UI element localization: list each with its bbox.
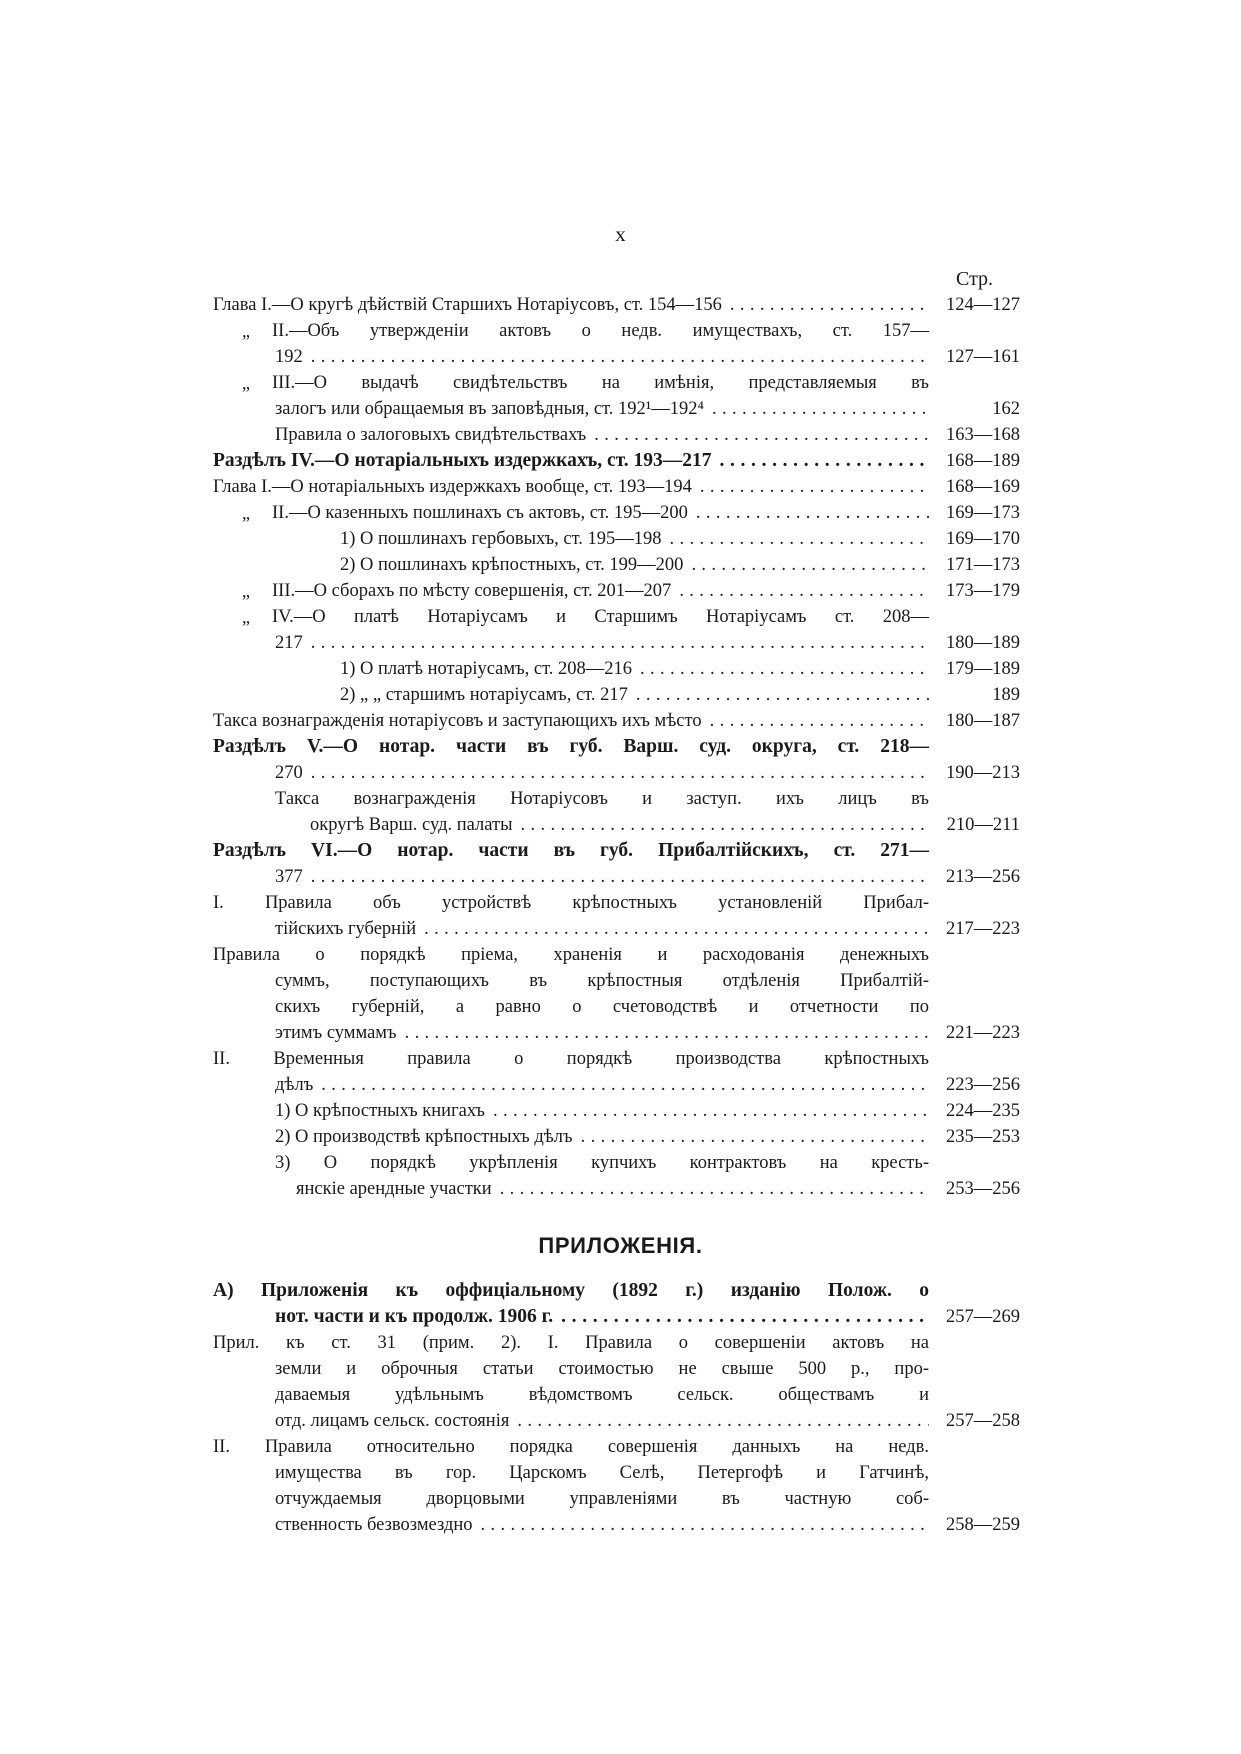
toc-entry: [0, 760, 1241, 786]
toc-entry-text: отд. лицамъ сельск. состоянія: [275, 1411, 510, 1431]
toc-entry-text: Глава I.—О нотаріальныхъ издержкахъ вообще, ст. 193—194: [213, 477, 692, 497]
toc-page-range: 235—253: [946, 1127, 1020, 1147]
toc-entry-text: 377: [275, 867, 303, 887]
toc-entry-text: округѣ Варш. суд. палаты: [310, 815, 513, 835]
toc-page-range: 257—258: [946, 1411, 1020, 1431]
toc-entry: [0, 552, 1241, 578]
toc-entry: [0, 292, 1241, 318]
toc-main-list: [0, 292, 1241, 1202]
toc-entry: [0, 396, 1241, 422]
toc-entry: [0, 1020, 1241, 1046]
page-number: x: [615, 222, 626, 246]
toc-page-range: 190—213: [946, 763, 1020, 783]
ditto-mark: „: [242, 581, 250, 601]
appendix-heading: ПРИЛОЖЕНІЯ.: [538, 1233, 703, 1258]
toc-entry-text: Прил. къ ст. 31 (прим. 2). I. Правила о совершеніи актовъ на: [213, 1333, 929, 1353]
dot-leader: [679, 578, 929, 604]
toc-page-range: 213—256: [946, 867, 1020, 887]
dot-leader: [311, 630, 929, 656]
dot-leader: [311, 760, 929, 786]
toc-entry: [0, 344, 1241, 370]
toc-page-range: 169—173: [946, 503, 1020, 523]
dot-leader: [311, 864, 929, 890]
toc-page-range: 127—161: [946, 347, 1020, 367]
toc-entry-text: этимъ суммамъ: [275, 1023, 397, 1043]
dot-leader: [517, 1408, 929, 1434]
dot-leader: [424, 916, 929, 942]
toc-page-range: 223—256: [946, 1075, 1020, 1095]
toc-appendix-list: [0, 1278, 1241, 1538]
dot-leader: [594, 422, 929, 448]
toc-entry-text: тійскихъ губерній: [275, 919, 417, 939]
toc-entry: [0, 1382, 1241, 1408]
dot-leader: [640, 656, 929, 682]
toc-page-range: 173—179: [946, 581, 1020, 601]
dot-leader: [700, 474, 929, 500]
toc-page-range: 169—170: [946, 529, 1020, 549]
toc-entry: [0, 1124, 1241, 1150]
toc-entry-text: Правила о залоговыхъ свидѣтельствахъ: [275, 425, 587, 445]
dot-leader: [500, 1176, 929, 1202]
dot-leader: [712, 396, 929, 422]
toc-entry-text: Такса вознагражденія нотаріусовъ и заступающихъ ихъ мѣсто: [213, 711, 702, 731]
toc-entry: [0, 1434, 1241, 1460]
toc-entry-text: II. Правила относительно порядка совершенія данныхъ на недв.: [213, 1437, 929, 1457]
dot-leader: [730, 292, 929, 318]
toc-page-range: 171—173: [946, 555, 1020, 575]
dot-leader: [481, 1512, 929, 1538]
toc-entry: [0, 1150, 1241, 1176]
toc-entry-text: IV.—О платѣ Нотаріусамъ и Старшимъ Нотаріусамъ ст. 208—: [272, 607, 929, 627]
toc-entry-text: имущества въ гор. Царскомъ Селѣ, Петергофѣ и Гатчинѣ,: [275, 1463, 929, 1483]
dot-leader: [561, 1304, 929, 1330]
toc-entry: [0, 1408, 1241, 1434]
toc-entry-text: земли и оброчныя статьи стоимостью не свыше 500 р., про-: [275, 1359, 929, 1379]
ditto-mark: „: [242, 321, 250, 341]
toc-page-range: 258—259: [946, 1515, 1020, 1535]
toc-entry: [0, 1356, 1241, 1382]
dot-leader: [636, 682, 929, 708]
dot-leader: [696, 500, 929, 526]
toc-entry-text: II. Временныя правила о порядкѣ производства крѣпостныхъ: [213, 1049, 929, 1069]
toc-entry: [0, 890, 1241, 916]
toc-entry: [0, 1486, 1241, 1512]
toc-entry: [0, 1098, 1241, 1124]
toc-page-range: 180—187: [946, 711, 1020, 731]
toc-entry: [0, 786, 1241, 812]
toc-entry-text: III.—О выдачѣ свидѣтельствъ на имѣнія, представляемыя въ: [272, 373, 929, 393]
dot-leader: [691, 552, 929, 578]
toc-entry: [0, 994, 1241, 1020]
dot-leader: [321, 1072, 929, 1098]
toc-entry-text: 2) О пошлинахъ крѣпостныхъ, ст. 199—200: [340, 555, 684, 575]
toc-entry-text: Раздѣлъ VI.—О нотар. части въ губ. Прибалтійскихъ, ст. 271—: [213, 840, 929, 861]
toc-entry-text: 1) О крѣпостныхъ книгахъ: [275, 1101, 485, 1121]
dot-leader: [405, 1020, 929, 1046]
toc-entry-text: Раздѣлъ IV.—О нотаріальныхъ издержкахъ, ст. 193—217: [213, 450, 712, 471]
dot-leader: [710, 708, 929, 734]
toc-entry: [0, 916, 1241, 942]
toc-entry-text: 2) „ „ старшимъ нотаріусамъ, ст. 217: [340, 685, 628, 705]
toc-entry: [0, 448, 1241, 474]
toc-entry: [0, 318, 1241, 344]
page-column-label: Стр.: [956, 268, 994, 290]
ditto-mark: „: [242, 373, 250, 393]
dot-leader: [521, 812, 929, 838]
toc-entry: [0, 578, 1241, 604]
toc-entry: [0, 526, 1241, 552]
toc-entry-text: суммъ, поступающихъ въ крѣпостныя отдѣленія Прибалтій-: [275, 971, 929, 991]
toc-page-range: 224—235: [946, 1101, 1020, 1121]
toc-entry: [0, 1512, 1241, 1538]
toc-entry: [0, 708, 1241, 734]
toc-page-range: 179—189: [946, 659, 1020, 679]
toc-entry-text: Такса вознагражденія Нотаріусовъ и заступ. ихъ лицъ въ: [275, 789, 929, 809]
toc-entry-text: даваемыя удѣльнымъ вѣдомствомъ сельск. обществамъ и: [275, 1385, 929, 1405]
toc-page-range: 180—189: [946, 633, 1020, 653]
toc-entry: [0, 682, 1241, 708]
toc-entry: [0, 656, 1241, 682]
toc-entry-text: Глава I.—О кругѣ дѣйствій Старшихъ Нотаріусовъ, ст. 154—156: [213, 295, 722, 315]
toc-entry-text: скихъ губерній, а равно о счетоводствѣ и отчетности по: [275, 997, 929, 1017]
toc-page-range: 221—223: [946, 1023, 1020, 1043]
toc-page-range: 168—189: [946, 451, 1020, 471]
toc-page-range: 162: [992, 399, 1020, 419]
toc-entry-text: I. Правила объ устройствѣ крѣпостныхъ установленій Прибал-: [213, 893, 929, 913]
toc-entry: [0, 370, 1241, 396]
toc-entry-text: ственность безвозмездно: [275, 1515, 473, 1535]
toc-entry: [0, 1330, 1241, 1356]
dot-leader: [719, 448, 929, 474]
toc-entry-text: А) Приложенія къ оффиціальному (1892 г.) изданію Полож. о: [213, 1280, 929, 1301]
toc-page-range: 168—169: [946, 477, 1020, 497]
toc-entry-text: 217: [275, 633, 303, 653]
dot-leader: [493, 1098, 929, 1124]
toc-page-range: 124—127: [946, 295, 1020, 315]
toc-page-range: 217—223: [946, 919, 1020, 939]
toc-entry-text: II.—О казенныхъ пошлинахъ съ актовъ, ст. 195—200: [272, 503, 688, 523]
toc-entry-text: залогъ или обращаемыя въ заповѣдныя, ст. 192¹—192⁴: [275, 399, 704, 419]
ditto-mark: „: [242, 607, 250, 627]
toc-entry-text: II.—Объ утвержденіи актовъ о недв. имуществахъ, ст. 157—: [272, 321, 929, 341]
toc-page-range: 163—168: [946, 425, 1020, 445]
toc-entry-text: 192: [275, 347, 303, 367]
toc-entry: [0, 500, 1241, 526]
toc-entry-text: Правила о порядкѣ пріема, храненія и расходованія денежныхъ: [213, 945, 929, 965]
toc-entry-text: янскіе арендные участки: [296, 1179, 492, 1199]
dot-leader: [581, 1124, 929, 1150]
toc-entry-text: 270: [275, 763, 303, 783]
dot-leader: [311, 344, 929, 370]
toc-page-range: 210—211: [946, 815, 1020, 835]
toc-entry: [0, 1046, 1241, 1072]
toc-entry-text: 3) О порядкѣ укрѣпленія купчихъ контрактовъ на кресть-: [275, 1153, 929, 1173]
toc-page-range: 257—269: [946, 1307, 1020, 1327]
toc-entry: [0, 474, 1241, 500]
toc-page-range: 189: [992, 685, 1020, 705]
toc-page-range: 253—256: [946, 1179, 1020, 1199]
toc-entry: [0, 1176, 1241, 1202]
toc-entry-text: III.—О сборахъ по мѣсту совершенія, ст. 201—207: [272, 581, 672, 601]
dot-leader: [670, 526, 929, 552]
toc-entry: [0, 422, 1241, 448]
toc-entry-text: 2) О производствѣ крѣпостныхъ дѣлъ: [275, 1127, 573, 1147]
toc-entry: [0, 734, 1241, 760]
toc-entry-text: отчуждаемыя дворцовыми управленіями въ частную соб-: [275, 1489, 929, 1509]
toc-entry: [0, 1278, 1241, 1304]
toc-entry: [0, 838, 1241, 864]
toc-entry: [0, 1460, 1241, 1486]
toc-entry-text: 1) О пошлинахъ гербовыхъ, ст. 195—198: [340, 529, 662, 549]
toc-entry: [0, 1072, 1241, 1098]
toc-entry: [0, 604, 1241, 630]
toc-entry: [0, 864, 1241, 890]
toc-entry-text: нот. части и къ продолж. 1906 г.: [275, 1306, 554, 1327]
toc-entry: [0, 1304, 1241, 1330]
toc-entry-text: Раздѣлъ V.—О нотар. части въ губ. Варш. суд. округа, ст. 218—: [213, 736, 929, 757]
table-of-contents: [0, 292, 1241, 1538]
toc-entry-text: дѣлъ: [275, 1075, 314, 1095]
toc-entry: [0, 968, 1241, 994]
ditto-mark: „: [242, 503, 250, 523]
toc-entry: [0, 812, 1241, 838]
toc-entry: [0, 630, 1241, 656]
toc-entry-text: 1) О платѣ нотаріусамъ, ст. 208—216: [340, 659, 633, 679]
toc-entry: [0, 942, 1241, 968]
